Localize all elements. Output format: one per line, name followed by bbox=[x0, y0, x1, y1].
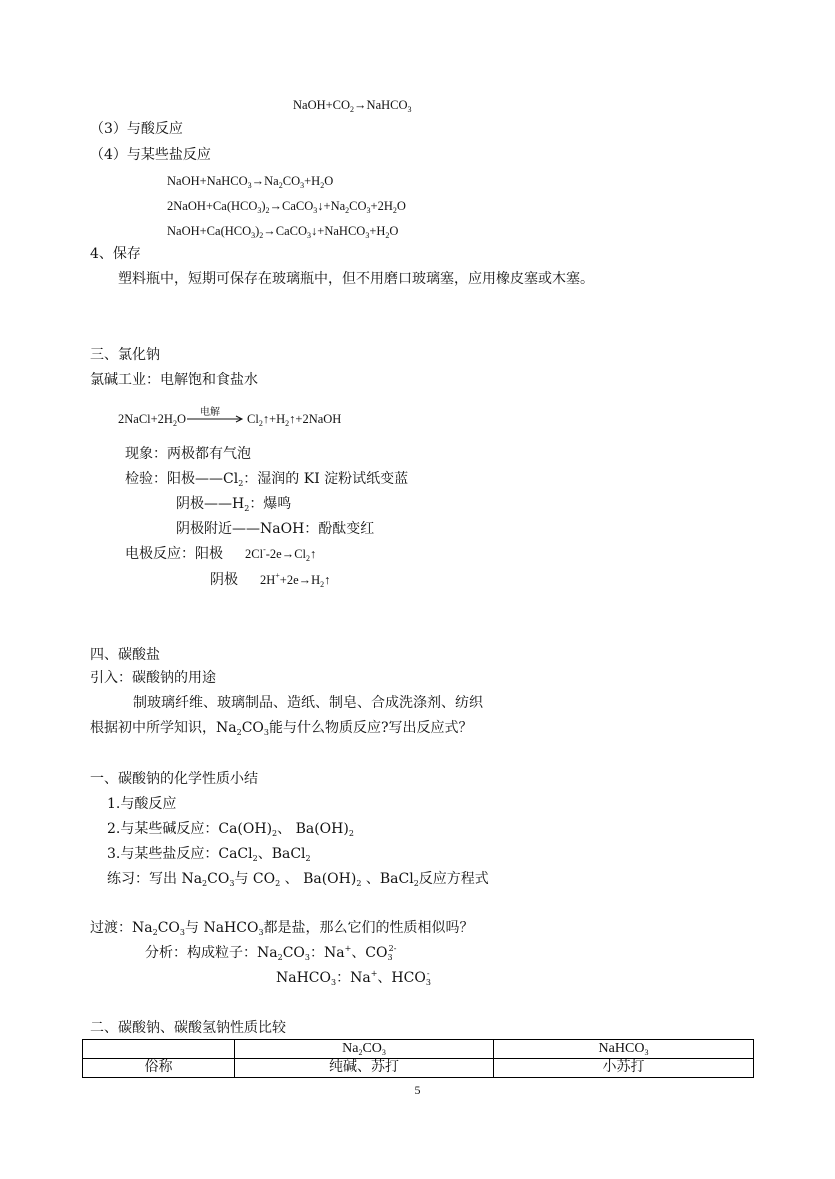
storage-text: 塑料瓶中，短期可保存在玻璃瓶中，但不用磨口玻璃塞，应用橡皮塞或木塞。 bbox=[118, 271, 594, 287]
summary-item-1: 1.与酸反应 bbox=[107, 796, 177, 812]
item-acid-reaction: （3）与酸反应 bbox=[90, 121, 183, 137]
equation-4c: $NaOH+Ca(HCO_3)_2\to CaCO_3↓+NaHCO_3+H_2O$ bbox=[167, 224, 399, 240]
electrode-cathode: 阴极 $2H^++2e\to H_2↑$ bbox=[210, 571, 331, 589]
analysis-nahco3: NaHCO$_3$：Na+、$HCO_3^-$ bbox=[276, 969, 431, 987]
intro-line: 引入：碳酸钠的用途 bbox=[90, 670, 216, 686]
storage-heading: 4、保存 bbox=[90, 246, 141, 262]
summary-item-3: 3.与某些盐反应：CaCl$_2$、BaCl$_2$ bbox=[107, 846, 311, 863]
uses-line: 制玻璃纤维、玻璃制品、造纸、制皂、合成洗涤剂、纺织 bbox=[133, 695, 483, 711]
section-carbonates: 四、碳酸盐 bbox=[90, 647, 160, 663]
summary-heading: 一、碳酸钠的化学性质小结 bbox=[90, 771, 258, 787]
section-sodium-chloride: 三、氯化钠 bbox=[90, 347, 160, 363]
table-header-nahco3: NaHCO$_3$ bbox=[494, 1040, 754, 1059]
transition-line: 过渡：$Na_2CO_3$与 NaHCO$_3$都是盐，那么它们的性质相似吗？ bbox=[90, 920, 474, 937]
table-header-row bbox=[83, 1040, 754, 1059]
exercise-line: 练习：写出 $Na_2CO_3$与 $CO_2$ 、 $Ba(OH)_2$ 、BaCl$_2$反应方程式 bbox=[107, 871, 489, 888]
table-header-na2co3: $Na_2CO_3$ bbox=[235, 1040, 494, 1059]
cell-nahco3-common-name: 小苏打 bbox=[494, 1059, 754, 1078]
electrode-anode: 电极反应：阳极 $2Cl^--2e\to Cl_2↑$ bbox=[125, 545, 317, 563]
analysis-na2co3: 分析：构成粒子：$Na_2CO_3$：Na+、$CO_3^{2-}$ bbox=[145, 944, 397, 962]
test-anode: 检验：阳极$——Cl_2$：湿润的 KI 淀粉试纸变蓝 bbox=[125, 471, 409, 488]
equation-electrolysis: $2NaCl+2H_2O$ bbox=[118, 412, 186, 428]
phenomenon: 现象：两极都有气泡 bbox=[125, 446, 251, 462]
chloralkali-line: 氯碱工业：电解饱和食盐水 bbox=[90, 372, 258, 388]
electrolysis-products: $Cl_2↑+H_2↑+2NaOH$ bbox=[247, 412, 342, 428]
table-header-blank bbox=[83, 1040, 235, 1059]
page-number: 5 bbox=[414, 1083, 421, 1097]
question-line: 根据初中所学知识，$Na_2CO_3$能与什么物质反应?写出反应式？ bbox=[90, 720, 473, 737]
equation-naoh-co2: $NaOH+CO_2\to NaHCO_3$ bbox=[293, 98, 412, 114]
comparison-table bbox=[82, 1039, 754, 1078]
equation-4a: $NaOH+NaHCO_3\to Na_2CO_3+H_2O$ bbox=[167, 174, 334, 190]
equation-4b: $2NaOH+Ca(HCO_3)_2\to CaCO_3↓+Na_2CO_3+2H_2O$ bbox=[167, 199, 406, 215]
summary-item-2: 2.与某些碱反应：$Ca(OH)_2$、 $Ba(OH)_2$ bbox=[107, 821, 354, 838]
table-row bbox=[83, 1059, 754, 1078]
test-cathode: 阴极$——H_2$：爆鸣 bbox=[176, 496, 292, 513]
test-near-cathode: 阴极附近——NaOH：酚酞变红 bbox=[176, 521, 375, 537]
cell-na2co3-common-name: 纯碱、苏打 bbox=[235, 1059, 494, 1078]
row-label-common-name: 俗称 bbox=[83, 1059, 235, 1078]
item-salt-reaction: （4）与某些盐反应 bbox=[90, 147, 211, 163]
reaction-arrow bbox=[187, 414, 247, 424]
electrolysis-condition: 电解 bbox=[200, 407, 220, 418]
comparison-heading: 二、碳酸钠、碳酸氢钠性质比较 bbox=[90, 1020, 286, 1036]
